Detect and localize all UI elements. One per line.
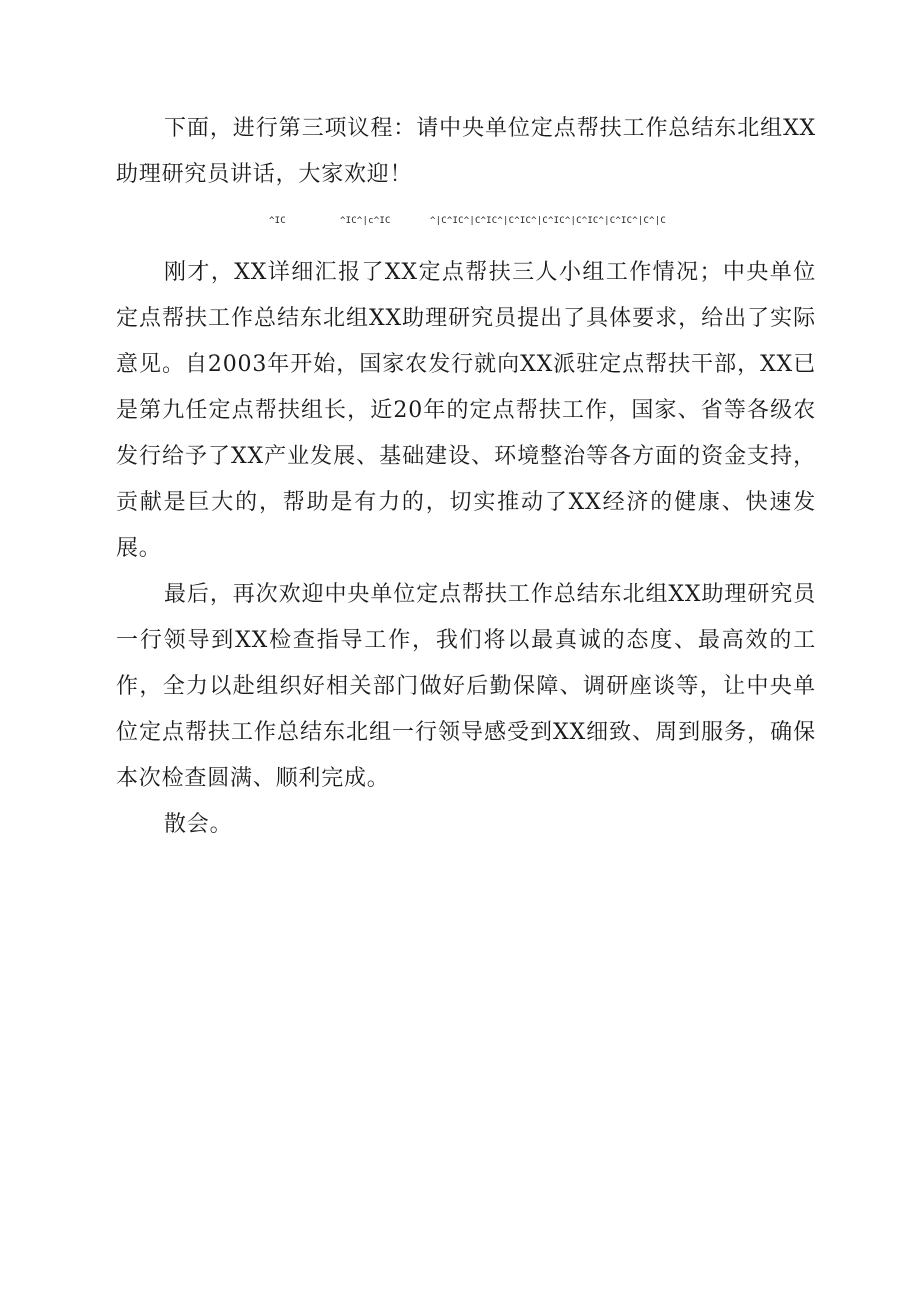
- garbled-mark: ^|C^IC^|C^IC^|C^IC^|C^IC^|C^IC^|C^IC^|C^|C: [430, 216, 666, 226]
- paragraph-report-summary: 刚才，XX详细汇报了XX定点帮扶三人小组工作情况；中央单位定点帮扶工作总结东北组XX助理研究员提出了具体要求，给出了实际意见。自2003年开始，国家农发行就向XX派驻定点帮扶干部，XX已是第九任定点帮扶组长，近20年的定点帮扶工作，国家、省等各级农发行给予了XX产业发展、基础建设、环境整治等各方面的资金支持，贡献是巨大的，帮助是有力的，切实推动了XX经济的健康、快速发展。: [116, 260, 816, 561]
- garbled-symbol-line: [116, 198, 816, 244]
- paragraph-closing-welcome: 最后，再次欢迎中央单位定点帮扶工作总结东北组XX助理研究员一行领导到XX检查指导工作，我们将以最真诚的态度、最高效的工作，全力以赴组织好相关部门做好后勤保障、调研座谈等，让中央单位定点帮扶工作总结东北组一行领导感受到XX细致、周到服务，确保本次检查圆满、顺利完成。: [116, 582, 816, 791]
- document-body: [116, 106, 816, 848]
- garbled-mark: ^IC: [269, 216, 286, 226]
- garbled-mark: ^IC^|c^IC: [340, 216, 391, 226]
- paragraph-agenda-item: 下面，进行第三项议程：请中央单位定点帮扶工作总结东北组XX助理研究员讲话，大家欢迎！: [116, 116, 816, 187]
- paragraph-adjourn: 散会。: [164, 812, 233, 837]
